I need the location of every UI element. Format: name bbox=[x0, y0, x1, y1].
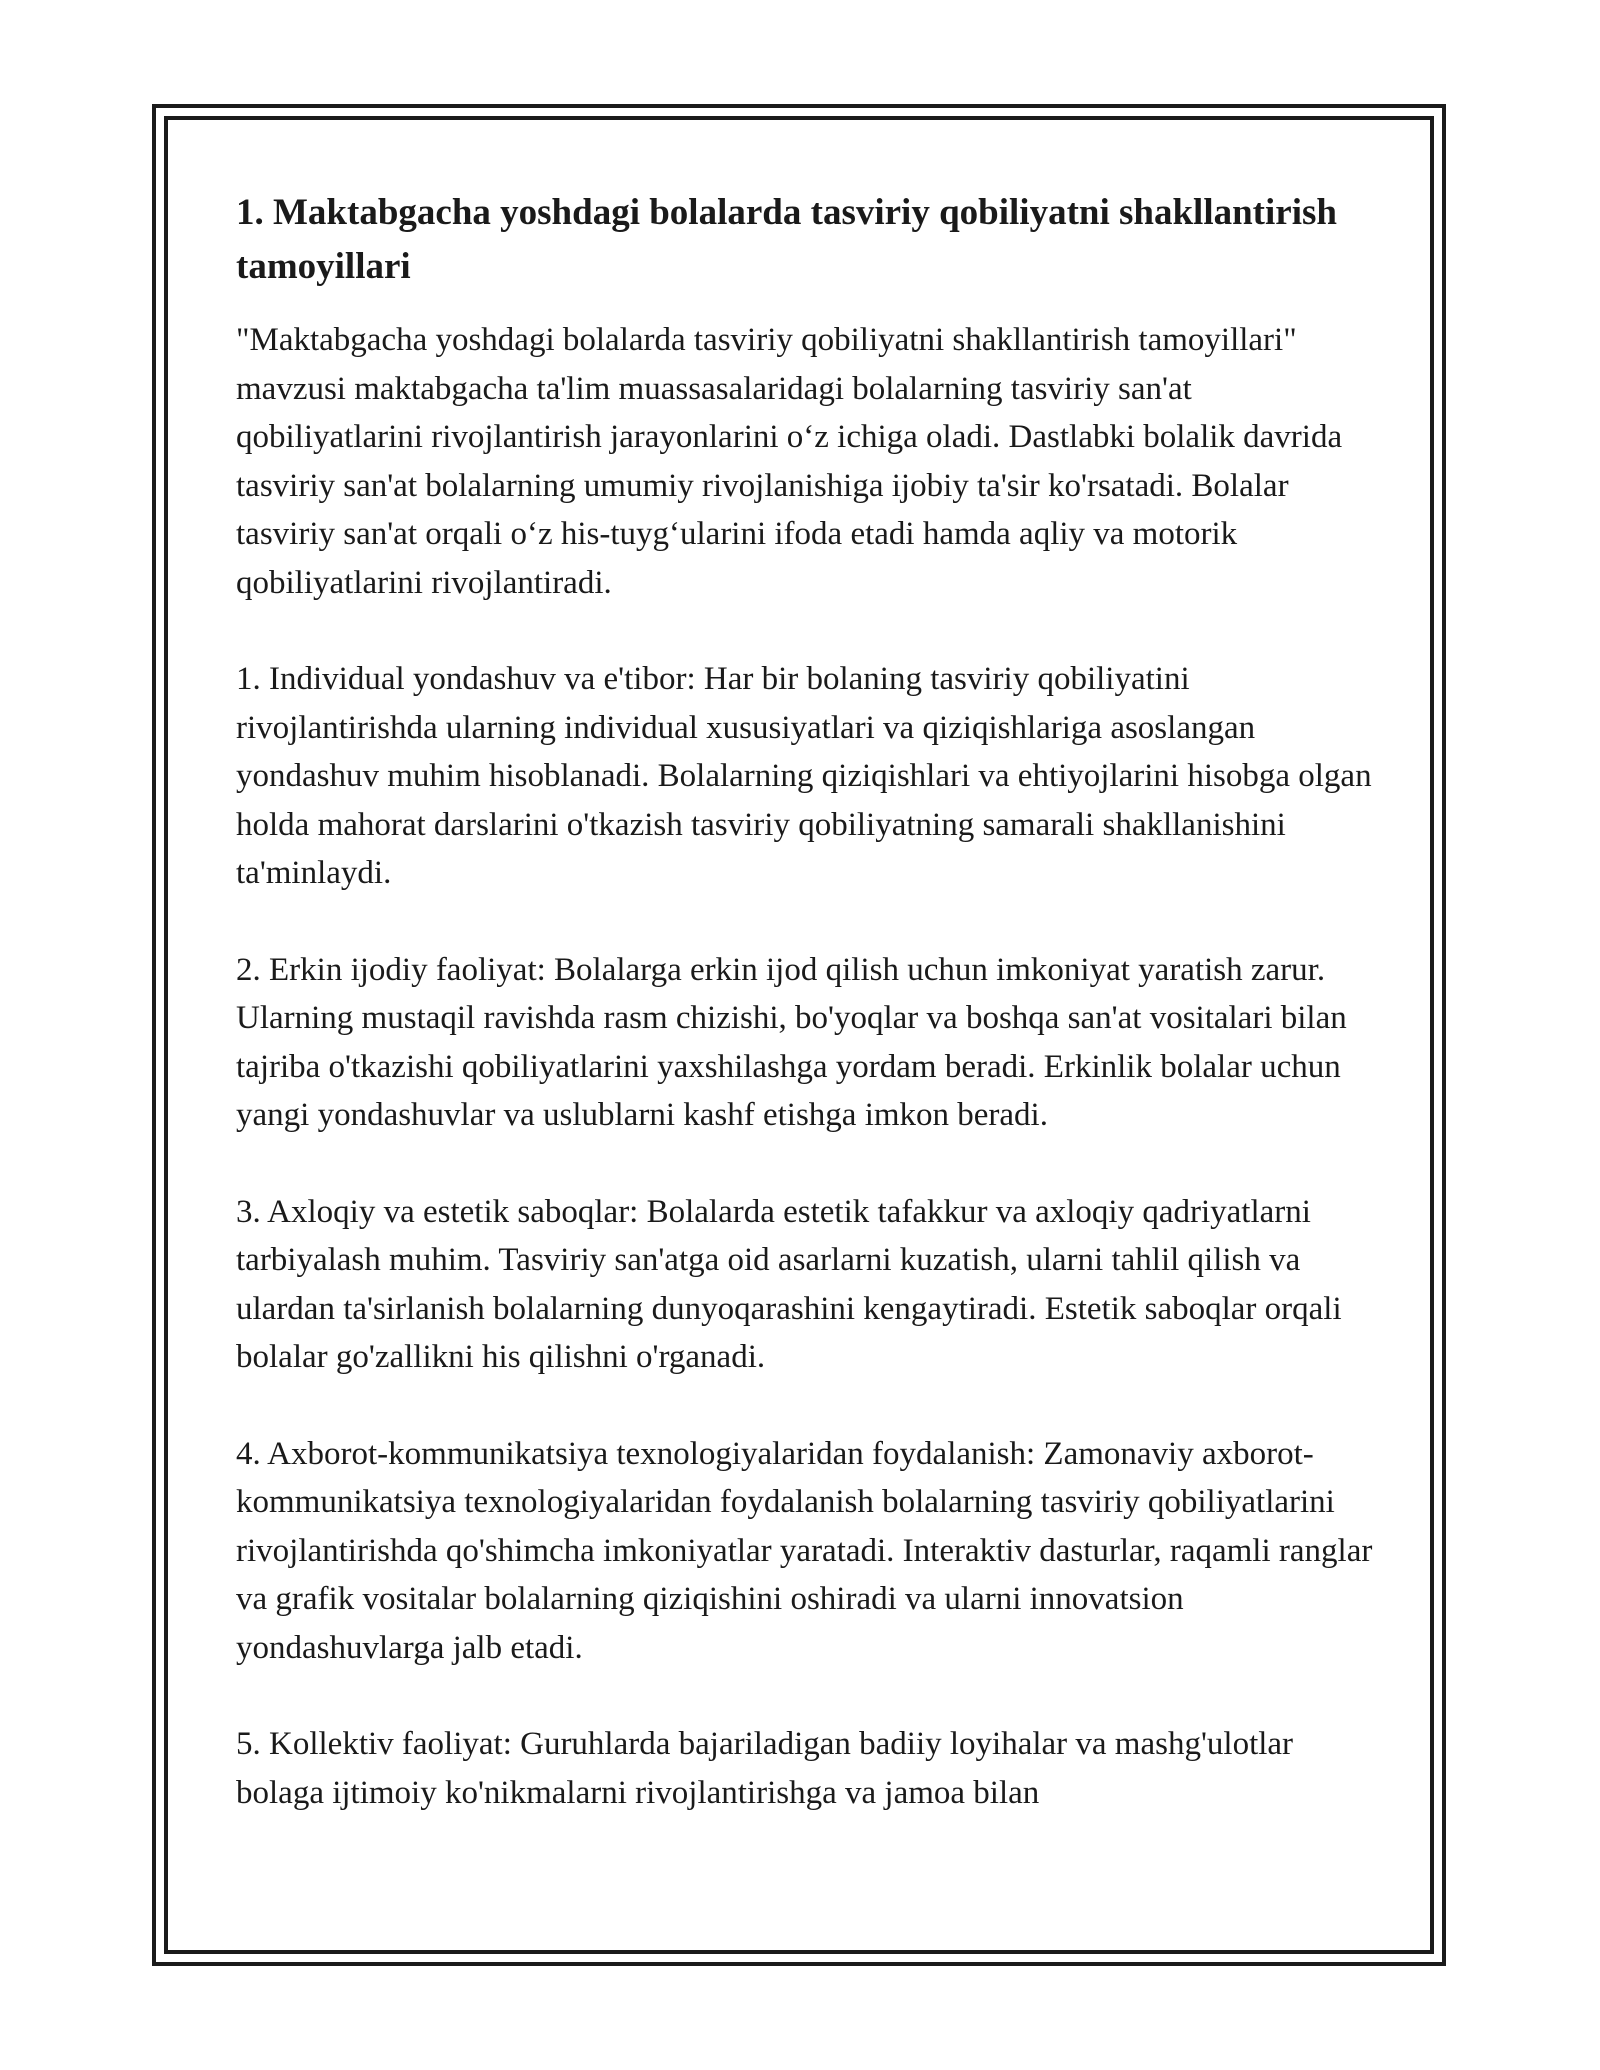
document-title: 1. Maktabgacha yoshdagi bolalarda tasviriy qobiliyatni shakllantirish tamoyillari bbox=[236, 192, 1337, 287]
paragraph-individual-approach: 1. Individual yondashuv va e'tibor: Har bir bolaning tasviriy qobiliyatini rivojlantirishda ularning individual xususiyatlari va qiziqishlariga asoslangan yondashuv muhim hisoblanadi. Bolalarning qiziqishlari va ehtiyojlarini hisobga olgan holda mahorat darslarini o'tkazish tasviriy qobiliyatning samarali shakllanishini ta'minlaydi. bbox=[236, 661, 1372, 891]
paragraph-free-creative-activity: 2. Erkin ijodiy faoliyat: Bolalarga erkin ijod qilish uchun imkoniyat yaratish zarur. Ularning mustaqil ravishda rasm chizishi, bo'yoqlar va boshqa san'at vositalari bilan tajriba o'tkazishi qobiliyatlarini yaxshilashga yordam beradi. Erkinlik bolalar uchun yangi yondashuvlar va uslublarni kashf etishga imkon beradi. bbox=[236, 951, 1347, 1133]
paragraph-moral-aesthetic-lessons: 3. Axloqiy va estetik saboqlar: Bolalarda estetik tafakkur va axloqiy qadriyatlarni tarbiyalash muhim. Tasviriy san'atga oid asarlarni kuzatish, ularni tahlil qilish va ulardan ta'sirlanish bolalarning dunyoqarashini kengaytiradi. Estetik saboqlar orqali bolalar go'zallikni his qilishni o'rganadi. bbox=[236, 1193, 1342, 1375]
document-body bbox=[236, 186, 1386, 1817]
paragraph-collective-activity: 5. Kollektiv faoliyat: Guruhlarda bajariladigan badiiy loyihalar va mashg'ulotlar bolaga ijtimoiy ko'nikmalarni rivojlantirishga va jamoa bilan bbox=[236, 1726, 1294, 1811]
paragraph-ict-usage: 4. Axborot-kommunikatsiya texnologiyalaridan foydalanish: Zamonaviy axborot-kommunikatsiya texnologiyalaridan foydalanish bolalarning tasviriy qobiliyatlarini rivojlantirishda qo'shimcha imkoniyatlar yaratadi. Interaktiv dasturlar, raqamli ranglar va grafik vositalar bolalarning qiziqishini oshiradi va ularni innovatsion yondashuvlarga jalb etadi. bbox=[236, 1435, 1373, 1666]
paragraph-intro: "Maktabgacha yoshdagi bolalarda tasviriy qobiliyatni shakllantirish tamoyillari" mavzusi maktabgacha ta'lim muassasalaridagi bolalarning tasviriy san'at qobiliyatlarini rivojlantirish jarayonlarini o‘z ichiga oladi. Dastlabki bolalik davrida tasviriy san'at bolalarning umumiy rivojlanishiga ijobiy ta'sir ko'rsatadi. Bolalar tasviriy san'at orqali o‘z his-tuyg‘ularini ifoda etadi hamda aqliy va motorik qobiliyatlarini rivojlantiradi. bbox=[236, 322, 1343, 601]
